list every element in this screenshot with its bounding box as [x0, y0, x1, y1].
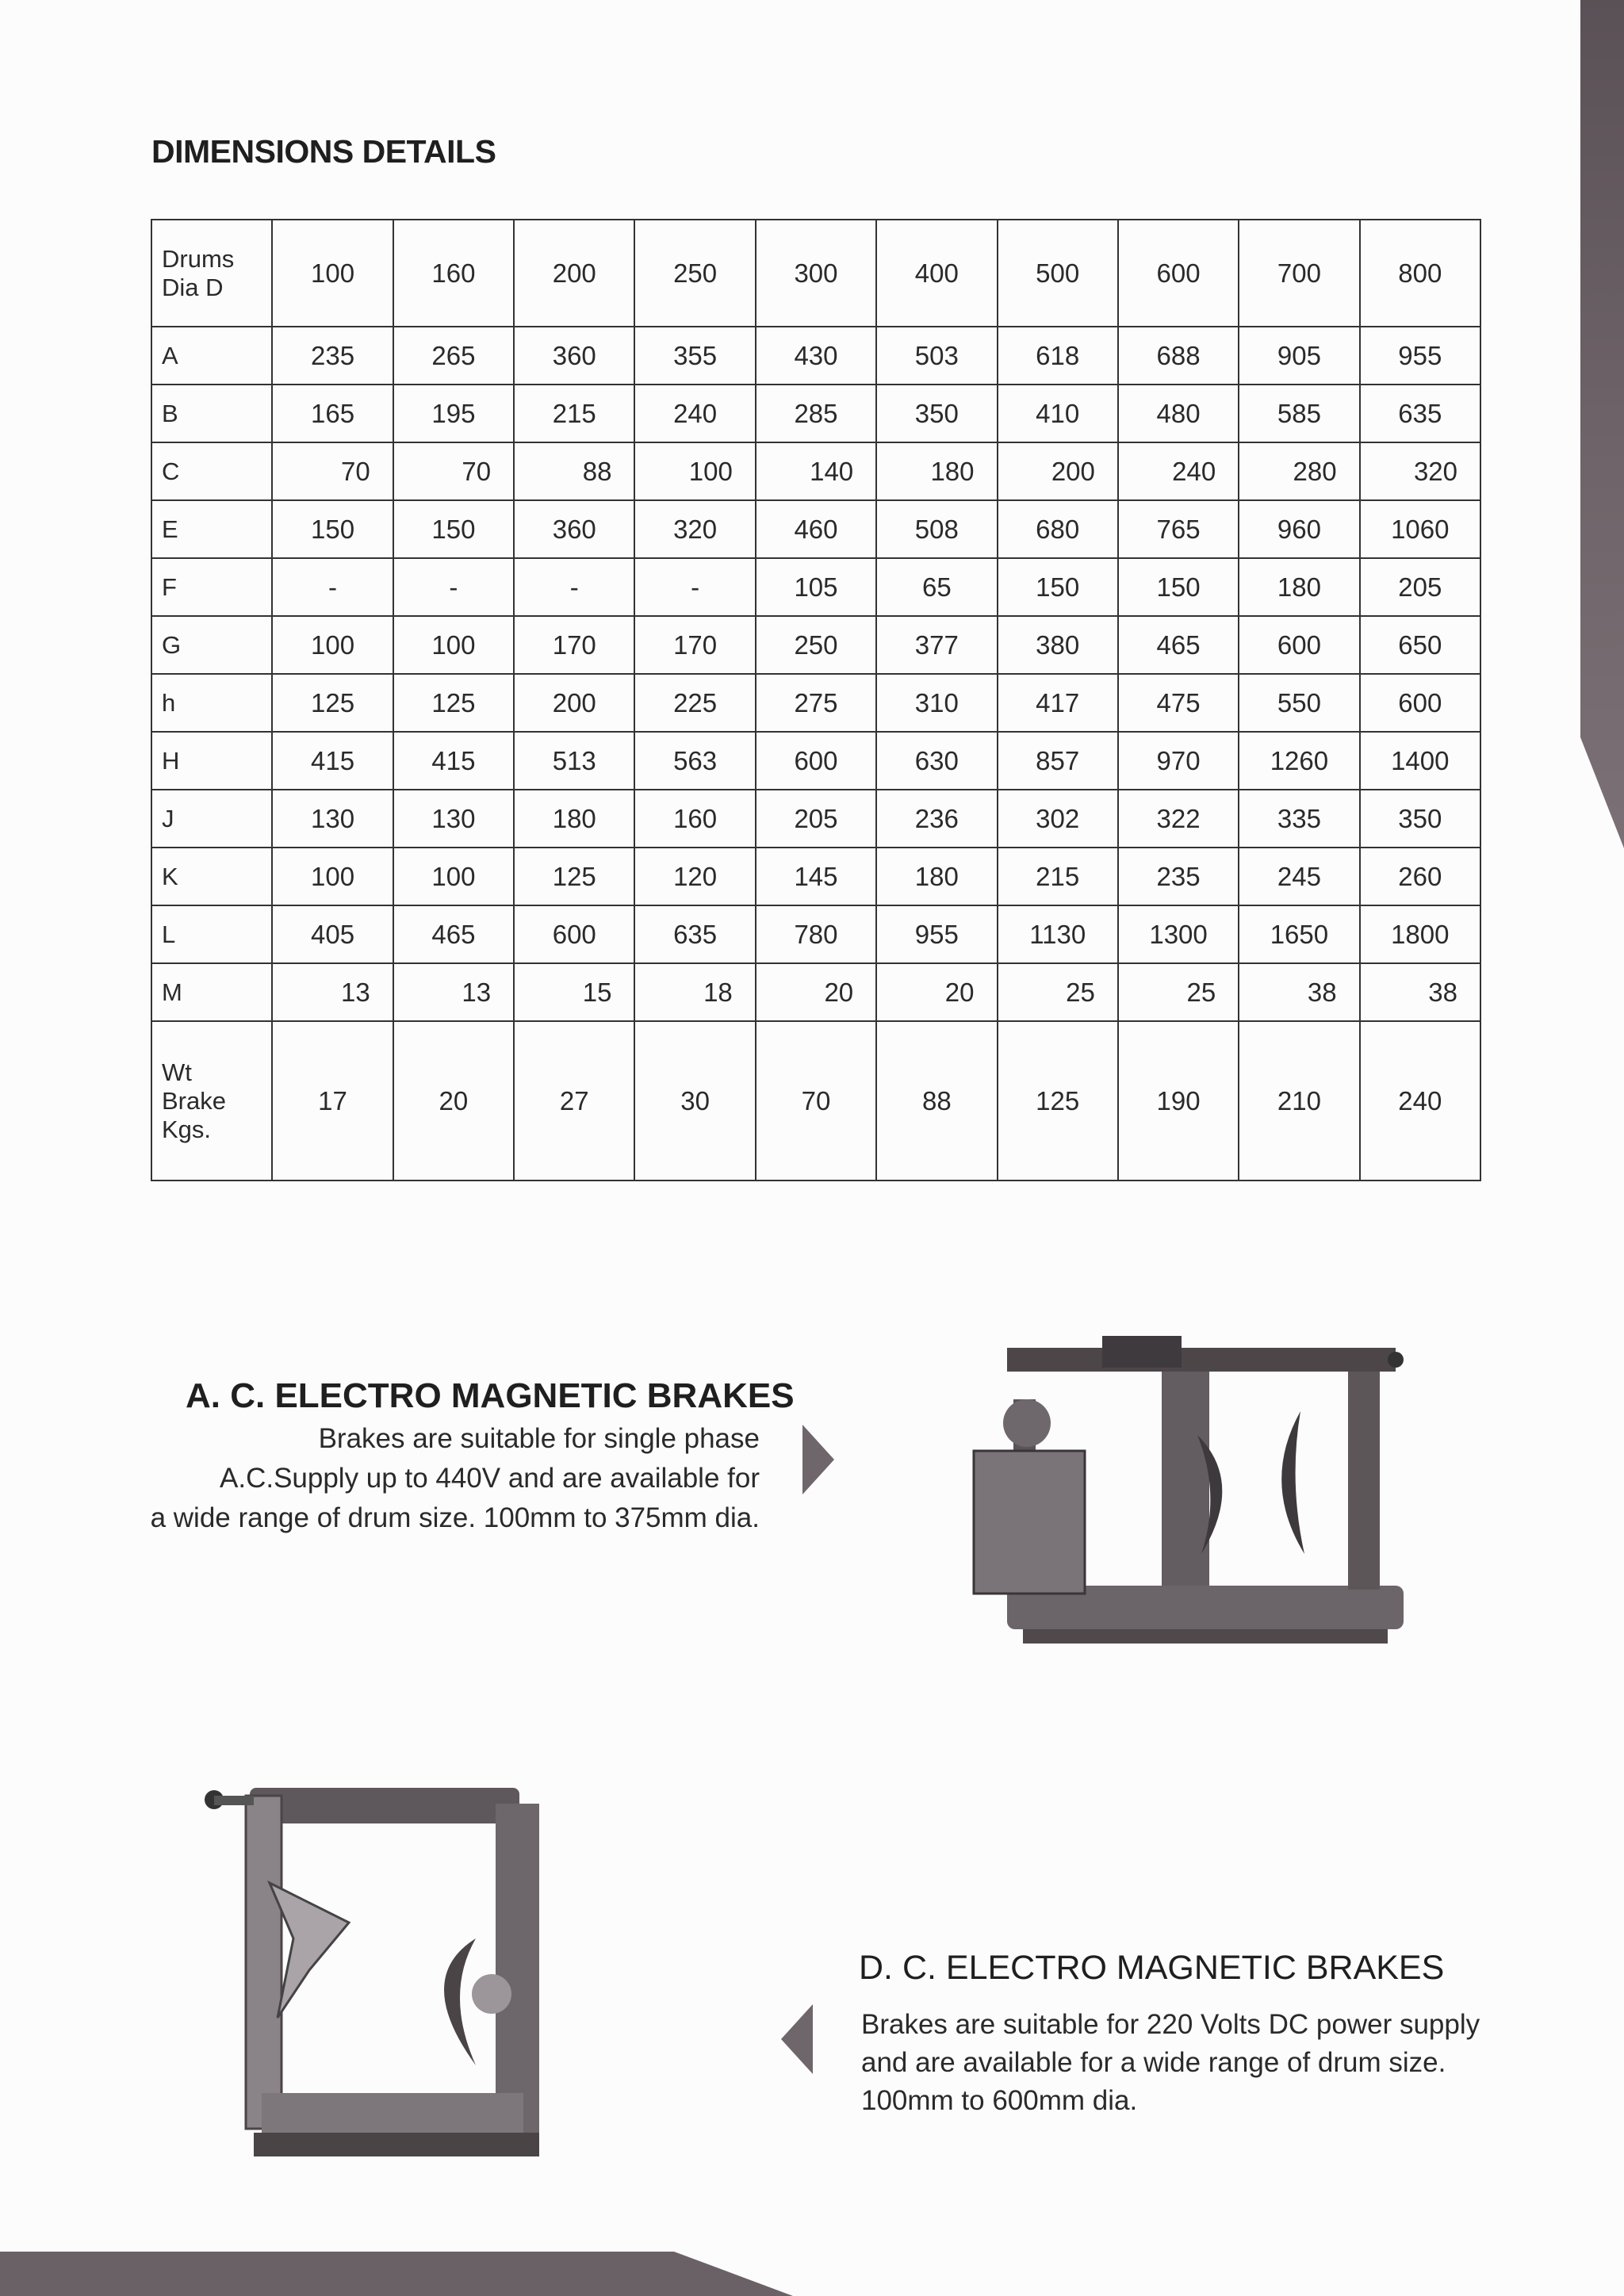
table-cell: 180 [514, 790, 634, 848]
table-cell: 310 [876, 674, 997, 732]
table-cell: 1800 [1360, 905, 1480, 963]
table-cell: 265 [393, 327, 514, 385]
table-cell: 350 [1360, 790, 1480, 848]
table-row [151, 848, 1480, 905]
table-cell: 245 [1239, 848, 1359, 905]
table-cell: 215 [998, 848, 1118, 905]
table-cell: 180 [876, 442, 997, 500]
table-cell: 130 [272, 790, 393, 848]
table-cell: 70 [756, 1021, 876, 1181]
table-cell: 88 [876, 1021, 997, 1181]
table-cell: 150 [393, 500, 514, 558]
table-cell: 335 [1239, 790, 1359, 848]
table-cell: 13 [393, 963, 514, 1021]
right-arrow-icon [802, 1425, 834, 1494]
table-cell: 415 [272, 732, 393, 790]
table-cell: 15 [514, 963, 634, 1021]
row-label: E [151, 500, 272, 558]
row-label: H [151, 732, 272, 790]
table-header-cell: 160 [393, 220, 514, 327]
table-row [151, 963, 1480, 1021]
dimensions-table [151, 219, 1481, 1181]
table-cell: 857 [998, 732, 1118, 790]
table-cell: 236 [876, 790, 997, 848]
table-cell: 680 [998, 500, 1118, 558]
table-cell: 360 [514, 327, 634, 385]
table-cell: 650 [1360, 616, 1480, 674]
table-cell: 70 [393, 442, 514, 500]
table-cell: 780 [756, 905, 876, 963]
table-cell: 240 [634, 385, 755, 442]
table-cell: 13 [272, 963, 393, 1021]
table-cell: 585 [1239, 385, 1359, 442]
table-row [151, 905, 1480, 963]
table-cell: 18 [634, 963, 755, 1021]
table-cell: 630 [876, 732, 997, 790]
table-cell: 170 [634, 616, 755, 674]
row-label: M [151, 963, 272, 1021]
table-cell: 125 [514, 848, 634, 905]
table-cell: 322 [1118, 790, 1239, 848]
table-cell: 235 [1118, 848, 1239, 905]
row-label: G [151, 616, 272, 674]
table-cell: 100 [393, 848, 514, 905]
table-cell: 120 [634, 848, 755, 905]
table-cell: 100 [272, 848, 393, 905]
ac-brakes-title: A. C. ELECTRO MAGNETIC BRAKES [186, 1376, 795, 1415]
ac-description-line: Brakes are suitable for single phase [318, 1423, 760, 1454]
table-cell: 480 [1118, 385, 1239, 442]
table-cell: 27 [514, 1021, 634, 1181]
table-cell: - [272, 558, 393, 616]
row-label: h [151, 674, 272, 732]
table-header-cell: 200 [514, 220, 634, 327]
row-label: L [151, 905, 272, 963]
table-cell: 150 [998, 558, 1118, 616]
row-label: A [151, 327, 272, 385]
table-header-cell: 500 [998, 220, 1118, 327]
table-cell: 600 [1239, 616, 1359, 674]
table-cell: 380 [998, 616, 1118, 674]
table-cell: 1130 [998, 905, 1118, 963]
table-cell: 563 [634, 732, 755, 790]
table-row [151, 385, 1480, 442]
table-cell: 200 [514, 674, 634, 732]
table-cell: 180 [876, 848, 997, 905]
table-cell: 100 [393, 616, 514, 674]
table-cell: 960 [1239, 500, 1359, 558]
ac-description-line: A.C.Supply up to 440V and are available for [220, 1463, 760, 1494]
table-cell: 320 [634, 500, 755, 558]
table-cell: 550 [1239, 674, 1359, 732]
table-cell: 200 [998, 442, 1118, 500]
table-cell: 320 [1360, 442, 1480, 500]
table-header-row [151, 220, 1480, 327]
table-cell: 145 [756, 848, 876, 905]
table-cell: 70 [272, 442, 393, 500]
row-label: Wt Brake Kgs. [151, 1021, 272, 1181]
table-cell: 508 [876, 500, 997, 558]
table-cell: 20 [393, 1021, 514, 1181]
table-cell: 465 [393, 905, 514, 963]
table-header-cell: 600 [1118, 220, 1239, 327]
table-cell: 460 [756, 500, 876, 558]
table-cell: - [514, 558, 634, 616]
page-title: DIMENSIONS DETAILS [151, 133, 496, 170]
left-arrow-icon [781, 2004, 813, 2074]
dc-brakes-description [861, 2006, 1575, 2120]
table-cell: 215 [514, 385, 634, 442]
ac-brake-image [959, 1324, 1435, 1661]
table-row [151, 500, 1480, 558]
table-cell: 260 [1360, 848, 1480, 905]
ac-brakes-description [46, 1419, 760, 1538]
table-cell: 765 [1118, 500, 1239, 558]
table-row [151, 558, 1480, 616]
table-cell: 360 [514, 500, 634, 558]
table-cell: 180 [1239, 558, 1359, 616]
table-cell: 25 [998, 963, 1118, 1021]
dc-brakes-title: D. C. ELECTRO MAGNETIC BRAKES [859, 1949, 1445, 1987]
table-cell: 25 [1118, 963, 1239, 1021]
table-cell: 160 [634, 790, 755, 848]
table-cell: 513 [514, 732, 634, 790]
table-cell: 1400 [1360, 732, 1480, 790]
table-cell: 465 [1118, 616, 1239, 674]
table-cell: 100 [634, 442, 755, 500]
table-cell: 970 [1118, 732, 1239, 790]
table-cell: 350 [876, 385, 997, 442]
row-label: C [151, 442, 272, 500]
side-decor-strip [1580, 0, 1624, 848]
table-row [151, 674, 1480, 732]
table-cell: 430 [756, 327, 876, 385]
table-cell: 302 [998, 790, 1118, 848]
table-cell: 600 [514, 905, 634, 963]
table-cell: 195 [393, 385, 514, 442]
row-label: B [151, 385, 272, 442]
table-cell: 205 [756, 790, 876, 848]
table-cell: 20 [756, 963, 876, 1021]
table-header-cell: 300 [756, 220, 876, 327]
table-cell: 1300 [1118, 905, 1239, 963]
table-cell: 475 [1118, 674, 1239, 732]
dc-description-line: 100mm to 600mm dia. [861, 2085, 1138, 2116]
table-cell: 240 [1118, 442, 1239, 500]
table-cell: 38 [1239, 963, 1359, 1021]
table-cell: 190 [1118, 1021, 1239, 1181]
ac-description-line: a wide range of drum size. 100mm to 375mm dia. [150, 1502, 760, 1533]
bottom-decor-band [0, 2252, 793, 2296]
table-cell: 65 [876, 558, 997, 616]
table-cell: 100 [272, 616, 393, 674]
table-cell: 170 [514, 616, 634, 674]
table-cell: 17 [272, 1021, 393, 1181]
table-cell: 125 [998, 1021, 1118, 1181]
table-cell: 955 [1360, 327, 1480, 385]
dc-description-line: Brakes are suitable for 220 Volts DC power supply [861, 2009, 1480, 2040]
table-cell: 225 [634, 674, 755, 732]
table-cell: - [634, 558, 755, 616]
row-label: K [151, 848, 272, 905]
row-label: F [151, 558, 272, 616]
table-cell: 38 [1360, 963, 1480, 1021]
table-cell: 1650 [1239, 905, 1359, 963]
table-cell: 955 [876, 905, 997, 963]
dc-brake-image [190, 1780, 634, 2184]
table-cell: 417 [998, 674, 1118, 732]
table-cell: 240 [1360, 1021, 1480, 1181]
table-cell: 618 [998, 327, 1118, 385]
table-cell: 125 [393, 674, 514, 732]
table-header-cell: 250 [634, 220, 755, 327]
table-cell: 125 [272, 674, 393, 732]
table-cell: 235 [272, 327, 393, 385]
table-row [151, 732, 1480, 790]
table-row [151, 1021, 1480, 1181]
table-header-cell: 400 [876, 220, 997, 327]
table-row [151, 442, 1480, 500]
table-row [151, 327, 1480, 385]
table-cell: 410 [998, 385, 1118, 442]
table-cell: 165 [272, 385, 393, 442]
table-cell: - [393, 558, 514, 616]
row-label: J [151, 790, 272, 848]
table-cell: 250 [756, 616, 876, 674]
table-cell: 275 [756, 674, 876, 732]
table-cell: 1260 [1239, 732, 1359, 790]
table-cell: 355 [634, 327, 755, 385]
table-cell: 30 [634, 1021, 755, 1181]
table-cell: 688 [1118, 327, 1239, 385]
table-header-label: Drums Dia D [151, 220, 272, 327]
table-cell: 377 [876, 616, 997, 674]
table-cell: 205 [1360, 558, 1480, 616]
table-cell: 635 [634, 905, 755, 963]
table-cell: 140 [756, 442, 876, 500]
table-cell: 105 [756, 558, 876, 616]
table-cell: 210 [1239, 1021, 1359, 1181]
table-cell: 150 [1118, 558, 1239, 616]
table-cell: 130 [393, 790, 514, 848]
table-cell: 415 [393, 732, 514, 790]
table-cell: 88 [514, 442, 634, 500]
table-header-cell: 700 [1239, 220, 1359, 327]
table-header-cell: 100 [272, 220, 393, 327]
table-cell: 600 [756, 732, 876, 790]
table-cell: 635 [1360, 385, 1480, 442]
table-cell: 905 [1239, 327, 1359, 385]
table-header-cell: 800 [1360, 220, 1480, 327]
table-cell: 503 [876, 327, 997, 385]
table-row [151, 790, 1480, 848]
table-cell: 20 [876, 963, 997, 1021]
table-cell: 280 [1239, 442, 1359, 500]
table-row [151, 616, 1480, 674]
table-cell: 600 [1360, 674, 1480, 732]
dc-description-line: and are available for a wide range of drum size. [861, 2047, 1446, 2078]
table-cell: 405 [272, 905, 393, 963]
table-cell: 285 [756, 385, 876, 442]
table-cell: 150 [272, 500, 393, 558]
table-cell: 1060 [1360, 500, 1480, 558]
